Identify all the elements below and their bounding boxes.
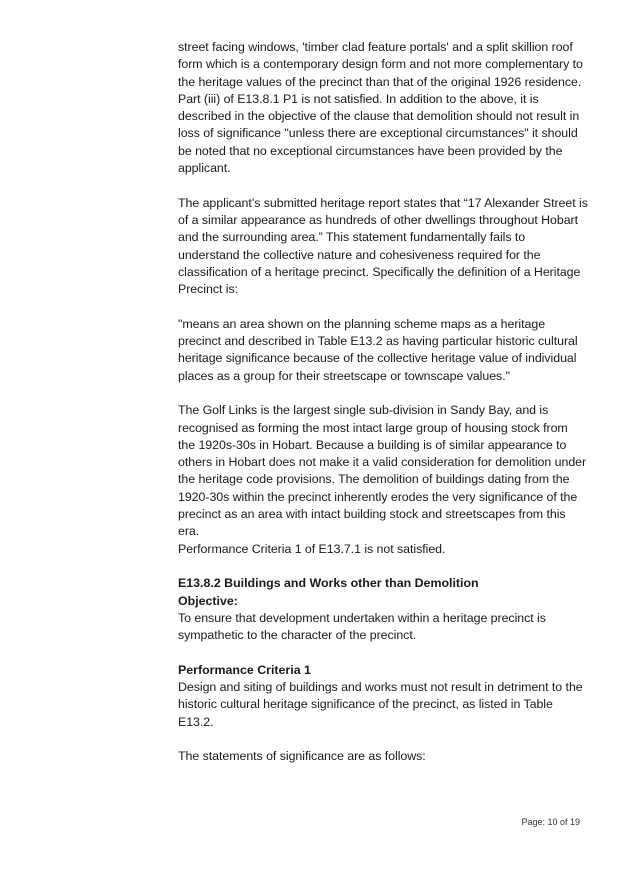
performance-criteria-heading: Performance Criteria 1 (178, 662, 311, 677)
paragraph-demolition-design: street facing windows, 'timber clad feature portals' and a split skillion roof form which is a contemporary design form and not more complementary to the heritage values of the precinct than that of the original 1926 residence. Part (iii) of E13.8.1 P1 is not satisfied. In addition to the above, it is described in the objective of the clause that demolition should not result in loss of significance "unless there are exceptional circumstances" it should be noted that no exceptional circumstances have been provided by the applicant. (178, 40, 583, 176)
paragraph-golf-links: The Golf Links is the largest single sub-division in Sandy Bay, and is recognised as forming the most intact large group of housing stock from the 1920s-30s in Hobart. Because a building is of similar appearance to others in Hobart does not make it a valid consideration for demolition under the heritage code provisions. The demolition of buildings dating from the 1920-30s within the precinct inherently erodes the very significance of the precinct as an area with intact building stock and streetscapes from this era. (178, 403, 587, 539)
page-number: Page: 10 of 19 (521, 817, 580, 827)
paragraph-precinct-definition: "means an area shown on the planning scheme maps as a heritage precinct and described in Table E13.2 as having particular historic cultural heritage significance because of the collective heritage value of individual places as a group for their streetscape or townscape values." (178, 316, 578, 383)
paragraph-heritage-report: The applicant’s submitted heritage report states that “17 Alexander Street is of a similar appearance as hundreds of other dwellings throughout Hobart and the surrounding area.” This statement fundamentally fails to understand the collective nature and cohesiveness required for the classification of a heritage precinct. Specifically the definition of a Heritage Precinct is: (178, 195, 588, 297)
document-body (178, 39, 588, 765)
performance-criteria-text: Design and siting of buildings and works must not result in detriment to the historic cultural heritage significance of the precinct, as listed in Table E13.2. (178, 679, 583, 729)
statements-intro: The statements of significance are as follows: (178, 749, 426, 764)
section-heading: E13.8.2 Buildings and Works other than Demolition (178, 576, 479, 591)
objective-text: To ensure that development undertaken within a heritage precinct is sympathetic to the character of the precinct. (178, 610, 546, 643)
objective-heading: Objective: (178, 593, 238, 608)
paragraph-criteria-not-satisfied: Performance Criteria 1 of E13.7.1 is not satisfied. (178, 541, 446, 556)
